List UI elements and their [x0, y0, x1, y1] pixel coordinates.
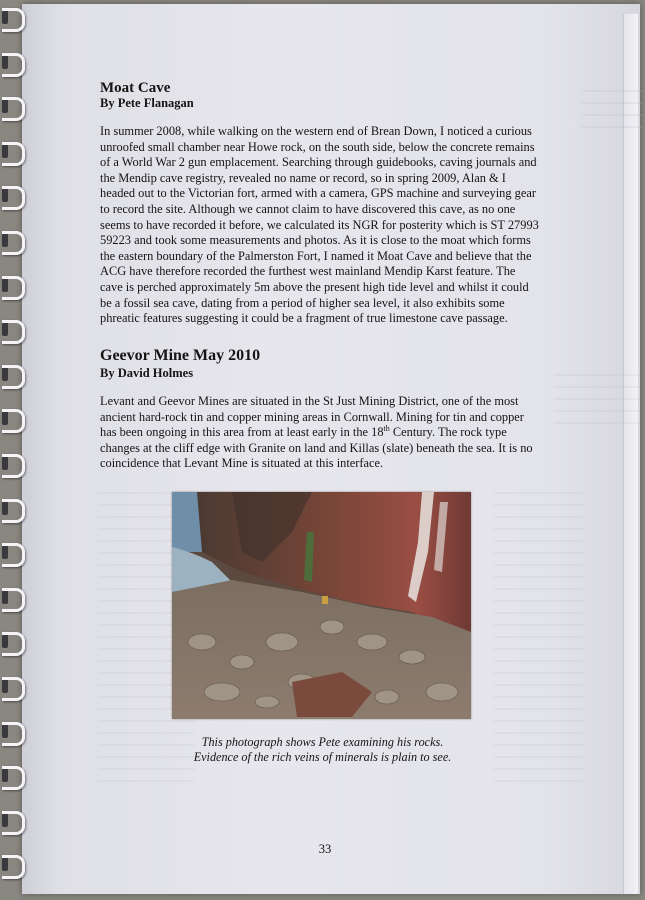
binding-ring	[2, 766, 28, 786]
article-body: In summer 2008, while walking on the western end of Brean Down, I noticed a curious unroofed small chamber near Howe rock, on the south side, below the concrete remains of a World War 2 gun emplacement. Searching through guidebooks, caving journals and the Mendip cave registry, revealed no name or record, so in spring 2009, Alan & I headed out to the Victorian fort, armed with a camera, GPS machine and surveying gear to record the site. Although we cannot claim to have discovered this cave, as no one seems to have recorded it before, we calculated its NGR for posterity which is ST 27993 59223 and took some measurements and photos. As it is close to the moat which forms the eastern boundary of the Palmerston Fort, I named it Moat Cave and believe that the ACG have therefore recorded the furthest west mainland Mendip Karst feature. The cave is perched approximately 5m above the present high tide level and whilst it could be a fossil sea cave, dating from a period of higher sea level, it also exhibits some phreatic features suggesting it could be a fragment of true limestone cave passage.	[100, 124, 539, 326]
binding-ring	[2, 632, 28, 652]
page-number: 33	[318, 842, 332, 856]
binding-ring	[2, 855, 28, 875]
show-through-text	[582, 90, 642, 130]
binding-ring	[2, 53, 28, 73]
binding-ring	[2, 365, 28, 385]
binding-ring	[2, 454, 28, 474]
superscript: th	[383, 424, 390, 434]
article-author: By David Holmes	[100, 366, 194, 380]
binding-ring	[2, 142, 28, 162]
caption-line: This photograph shows Pete examining his rocks.	[201, 735, 444, 749]
body-text: Century. The rock type changes at the cliff edge with Granite on land and Killas (slate) beneath the sea. It is no coincidence that Levant Mine is situated at this interface.	[100, 425, 533, 471]
article-title-moat-cave: Moat Cave	[100, 80, 171, 96]
binding-ring	[2, 276, 28, 296]
binding-ring	[2, 231, 28, 251]
binding-ring	[2, 186, 28, 206]
binding-ring	[2, 588, 28, 608]
binding-ring	[2, 722, 28, 742]
binding-ring	[2, 97, 28, 117]
article-title-geevor-mine: Geevor Mine May 2010	[100, 347, 261, 364]
caption-line: Evidence of the rich veins of minerals is plain to see.	[193, 749, 452, 764]
spiral-binding	[0, 0, 30, 900]
binding-ring	[2, 8, 28, 28]
body-text: Levant and Geevor Mines are situated in the St Just Mining District, one of the most ancient hard-rock tin and copper mining areas in Cornwall. Mining for tin and copper has been ongoing in this area from at least early in the 18	[100, 394, 524, 440]
article-body	[100, 394, 540, 472]
show-through-text	[554, 374, 640, 434]
binding-ring	[2, 811, 28, 831]
binding-ring	[2, 499, 28, 519]
binding-ring	[2, 320, 28, 340]
binding-ring	[2, 677, 28, 697]
photo-caption	[150, 735, 495, 764]
show-through-text	[494, 492, 584, 792]
binding-ring	[2, 409, 28, 429]
next-page-edge	[623, 14, 638, 894]
cliff-photograph	[172, 492, 471, 719]
binding-ring	[2, 543, 28, 563]
article-author: By Pete Flanagan	[100, 96, 194, 110]
